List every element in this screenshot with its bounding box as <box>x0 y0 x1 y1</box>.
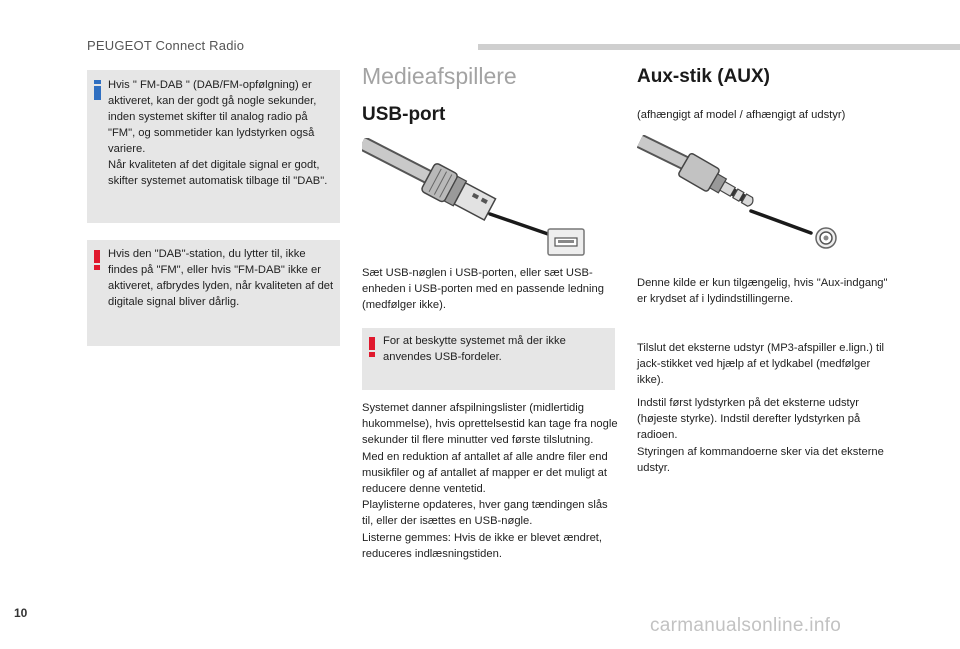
usb-intro-text: Sæt USB-nøglen i USB-porten, eller sæt USB-enheden i USB-porten med en passende ledning (medfølger ikke). <box>362 267 604 312</box>
usb-plug <box>421 162 498 223</box>
header-rule <box>478 44 960 50</box>
warning-icon <box>94 250 100 270</box>
warning-note-text: For at beskytte systemet må der ikke anvendes USB-fordeler. <box>383 335 566 363</box>
pointer-line <box>751 211 811 233</box>
usb-plug-illustration <box>362 138 612 262</box>
aux-paragraph: Denne kilde er kun tilgængelig, hvis "Aux-indgang" er krydset af i lydindstillingerne. <box>637 277 888 306</box>
jack-cable <box>640 141 689 165</box>
usb-paragraph: Med en reduktion af antallet af alle andre filer end musikfiler og af antallet af mapper er det muligt at reducere denne ventetid. <box>362 450 608 496</box>
usb-paragraph: Listerne gemmes: Hvis de ikke er blevet ændret, reduceres indlæsningstiden. <box>362 531 603 560</box>
page-number: 10 <box>14 606 28 620</box>
usb-body-text <box>362 400 618 562</box>
aux-paragraph: Indstil først lydstyrken på det eksterne udstyr (højeste styrke). Indstil derefter lydstyrken på radioen. <box>637 397 861 442</box>
usb-paragraph: Systemet danner afspilningslister (midlertidig hukommelse), hvis oprettelsestid kan tage fra nogle sekunder til flere minutter ved første tilslutning. <box>362 402 618 447</box>
info-note-paragraph: Hvis " FM-DAB " (DAB/FM-opfølgning) er aktiveret, kan der godt gå nogle sekunder, inden systemet skifter til analog radio på "FM", og sommetider kan lydstyrken også variere. <box>108 79 317 155</box>
section-heading-media: Medieafspillere <box>362 63 517 89</box>
aux-paragraph: Tilslut det eksterne udstyr (MP3-afspiller e.lign.) til jack-stikket ved hjælp af et lydkabel (medfølger ikke). <box>637 342 885 387</box>
usb-heading: USB-port <box>362 104 446 125</box>
aux-paragraph-group <box>637 395 897 476</box>
audio-jack-illustration <box>637 135 857 255</box>
watermark: carmanualsonline.info <box>650 615 842 636</box>
warning-note-usb <box>362 328 615 390</box>
warning-note-dab <box>87 240 340 346</box>
aux-socket-icon <box>816 228 836 248</box>
info-icon <box>94 80 101 100</box>
aux-paragraph: Styringen af kommandoerne sker via det eksterne udstyr. <box>637 445 884 474</box>
usb-port-icon <box>548 229 584 255</box>
pointer-line <box>490 214 548 234</box>
info-note-paragraph: Når kvaliteten af det digitale signal er godt, skifter systemet automatisk tilbage til "DAB". <box>108 159 328 187</box>
usb-paragraph: Playlisterne opdateres, hver gang tændingen slås til, eller der isættes en USB-nøgle. <box>362 499 608 528</box>
info-note-text <box>108 77 336 189</box>
warning-note-text: Hvis den "DAB"-station, du lytter til, ikke findes på "FM", eller hvis "FM-DAB" ikke er aktiveret, afbrydes lyden, når kvaliteten af det digitale signal bliver dårlig. <box>108 248 334 308</box>
aux-heading: Aux-stik (AUX) <box>637 66 771 87</box>
aux-subtitle: (afhængigt af model / afhængigt af udstyr) <box>637 109 846 121</box>
header-title: PEUGEOT Connect Radio <box>87 38 245 53</box>
jack-plug <box>678 153 759 215</box>
warning-icon <box>369 337 375 357</box>
info-note-dab <box>87 70 340 223</box>
